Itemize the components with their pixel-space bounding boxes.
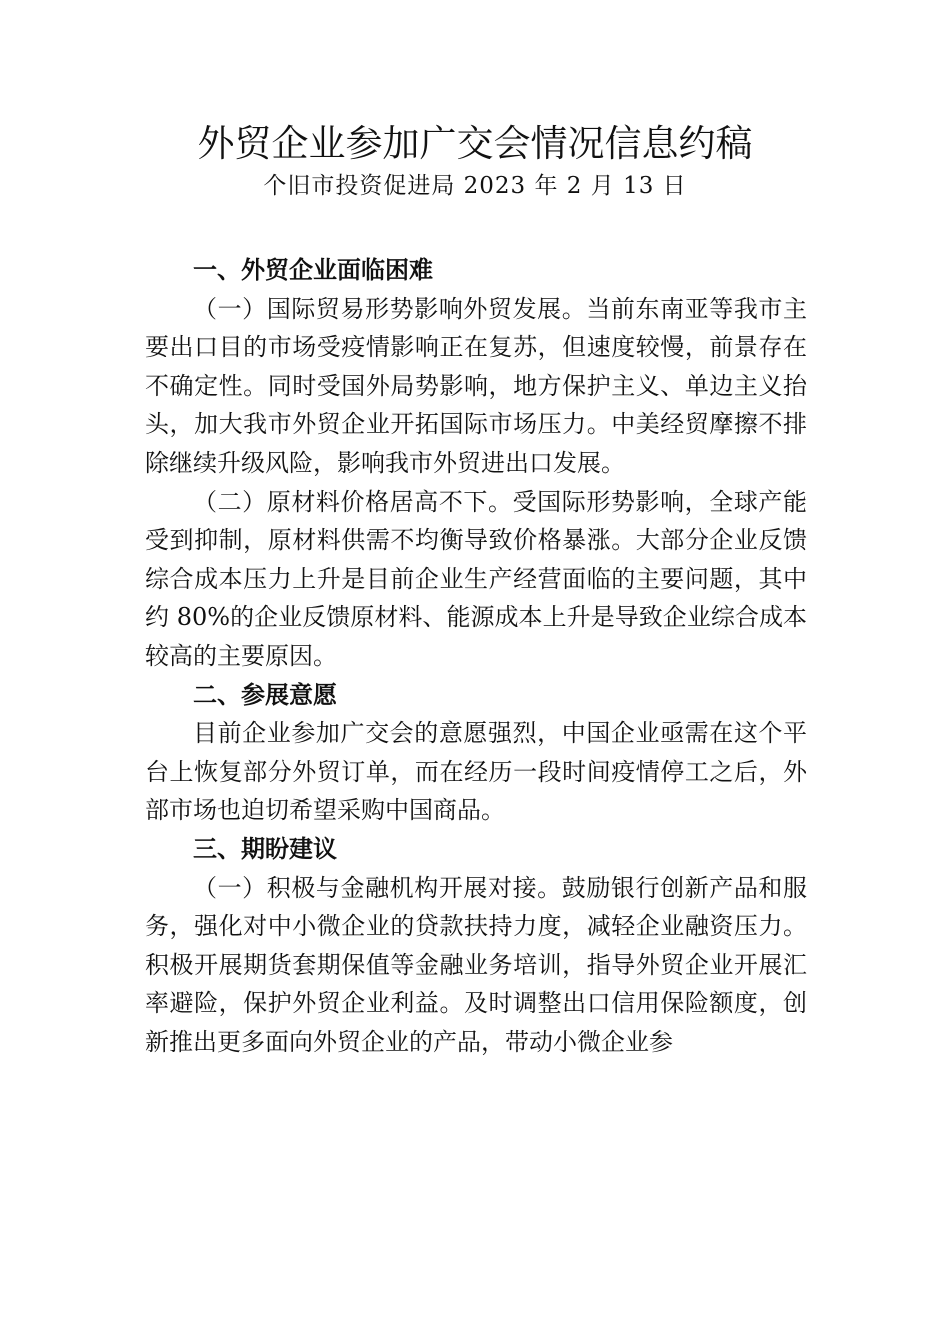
document-body xyxy=(145,251,807,1061)
paragraph-1-1: （一）国际贸易形势影响外贸发展。当前东南亚等我市主要出口目的市场受疫情影响正在复苏，但速度较慢，前景存在不确定性。同时受国外局势影响，地方保护主义、单边主义抬头，加大我市外贸企业开拓国际市场压力。中美经贸摩擦不排除继续升级风险，影响我市外贸进出口发展。 xyxy=(145,294,807,477)
section-heading-3: 三、期盼建议 xyxy=(193,834,337,863)
paragraph-3-1: （一）积极与金融机构开展对接。鼓励银行创新产品和服务，强化对中小微企业的贷款扶持力度，减轻企业融资压力。积极开展期货套期保值等金融业务培训，指导外贸企业开展汇率避险，保护外贸企业利益。及时调整出口信用保险额度，创新推出更多面向外贸企业的产品，带动小微企业参 xyxy=(145,873,807,1056)
paragraph-1-2: （二）原材料价格居高不下。受国际形势影响，全球产能受到抑制，原材料供需不均衡导致价格暴涨。大部分企业反馈综合成本压力上升是目前企业生产经营面临的主要问题，其中约 80%的企业反馈原材料、能源成本上升是导致企业综合成本较高的主要原因。 xyxy=(145,487,807,670)
paragraph-2-1: 目前企业参加广交会的意愿强烈，中国企业亟需在这个平台上恢复部分外贸订单，而在经历一段时间疫情停工之后，外部市场也迫切希望采购中国商品。 xyxy=(145,719,807,825)
document-subtitle: 个旧市投资促进局 2023 年 2 月 13 日 xyxy=(263,173,687,199)
section-heading-2: 二、参展意愿 xyxy=(193,680,337,709)
section-heading-1: 一、外贸企业面临困难 xyxy=(193,256,433,284)
document-title: 外贸企业参加广交会情况信息约稿 xyxy=(197,122,753,165)
